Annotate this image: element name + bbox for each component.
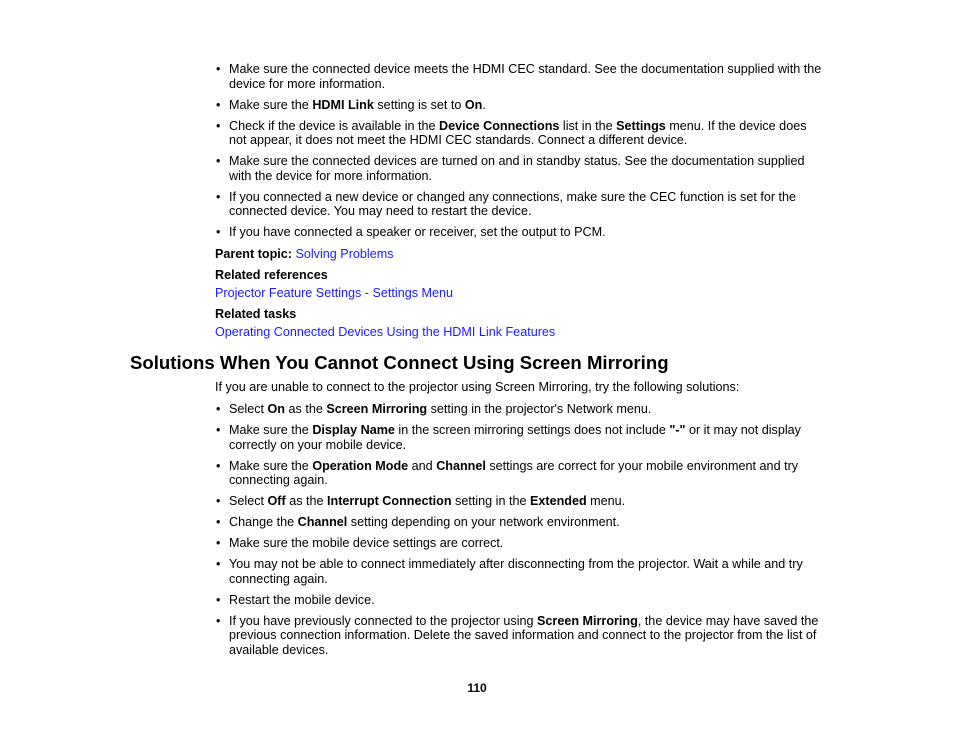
list-item: • Make sure the connected devices are turned on and in standby status. See the documentation supplied with the device for more information. bbox=[215, 154, 827, 183]
related-task-item bbox=[215, 325, 555, 340]
list-item: • Select Off as the Interrupt Connection setting in the Extended menu. bbox=[215, 494, 827, 509]
section-heading: Solutions When You Cannot Connect Using Screen Mirroring bbox=[130, 352, 669, 373]
list-item: • Make sure the Operation Mode and Channel settings are correct for your mobile environment and try connecting again. bbox=[215, 459, 827, 488]
list-item: • Check if the device is available in the Device Connections list in the Settings menu. If the device does not appear, it does not meet the HDMI CEC standards. Connect a different device. bbox=[215, 119, 827, 148]
section-intro: If you are unable to connect to the projector using Screen Mirroring, try the following solutions: bbox=[215, 380, 740, 394]
related-task-link[interactable]: Operating Connected Devices Using the HDMI Link Features bbox=[215, 325, 556, 339]
list-item: • Restart the mobile device. bbox=[215, 593, 827, 608]
related-references-label: Related references bbox=[215, 268, 328, 282]
page-number: 110 bbox=[467, 681, 487, 695]
parent-topic-link[interactable]: Solving Problems bbox=[295, 247, 394, 261]
list-item: • Make sure the Display Name in the screen mirroring settings does not include "-" or it may not display correctly on your mobile device. bbox=[215, 423, 827, 452]
list-item: • If you connected a new device or changed any connections, make sure the CEC function is set for the connected device. You may need to restart the device. bbox=[215, 190, 827, 219]
list-item: • If you have previously connected to the projector using Screen Mirroring, the device may have saved the previous connection information. Delete the saved information and connect to the projector from the list of available devices. bbox=[215, 614, 827, 658]
list-item: • Make sure the HDMI Link setting is set to On. bbox=[215, 98, 827, 113]
related-tasks-label: Related tasks bbox=[215, 307, 297, 321]
related-tasks-heading bbox=[215, 307, 296, 322]
related-reference-item bbox=[215, 286, 453, 301]
screen-mirroring-solutions-list bbox=[215, 402, 827, 664]
parent-topic-label: Parent topic: bbox=[215, 247, 292, 261]
list-item: • Make sure the mobile device settings are correct. bbox=[215, 536, 827, 551]
related-reference-link[interactable]: Projector Feature Settings - Settings Menu bbox=[215, 286, 453, 300]
list-item: • Change the Channel setting depending on your network environment. bbox=[215, 515, 827, 530]
list-item: • If you have connected a speaker or receiver, set the output to PCM. bbox=[215, 225, 827, 240]
hdmi-link-solutions-list bbox=[215, 62, 827, 246]
parent-topic bbox=[215, 247, 393, 262]
list-item: • You may not be able to connect immediately after disconnecting from the projector. Wait a while and try connecting again. bbox=[215, 557, 827, 586]
related-references-heading bbox=[215, 268, 328, 283]
list-item: • Make sure the connected device meets the HDMI CEC standard. See the documentation supplied with the device for more information. bbox=[215, 62, 827, 91]
list-item: • Select On as the Screen Mirroring setting in the projector's Network menu. bbox=[215, 402, 827, 417]
